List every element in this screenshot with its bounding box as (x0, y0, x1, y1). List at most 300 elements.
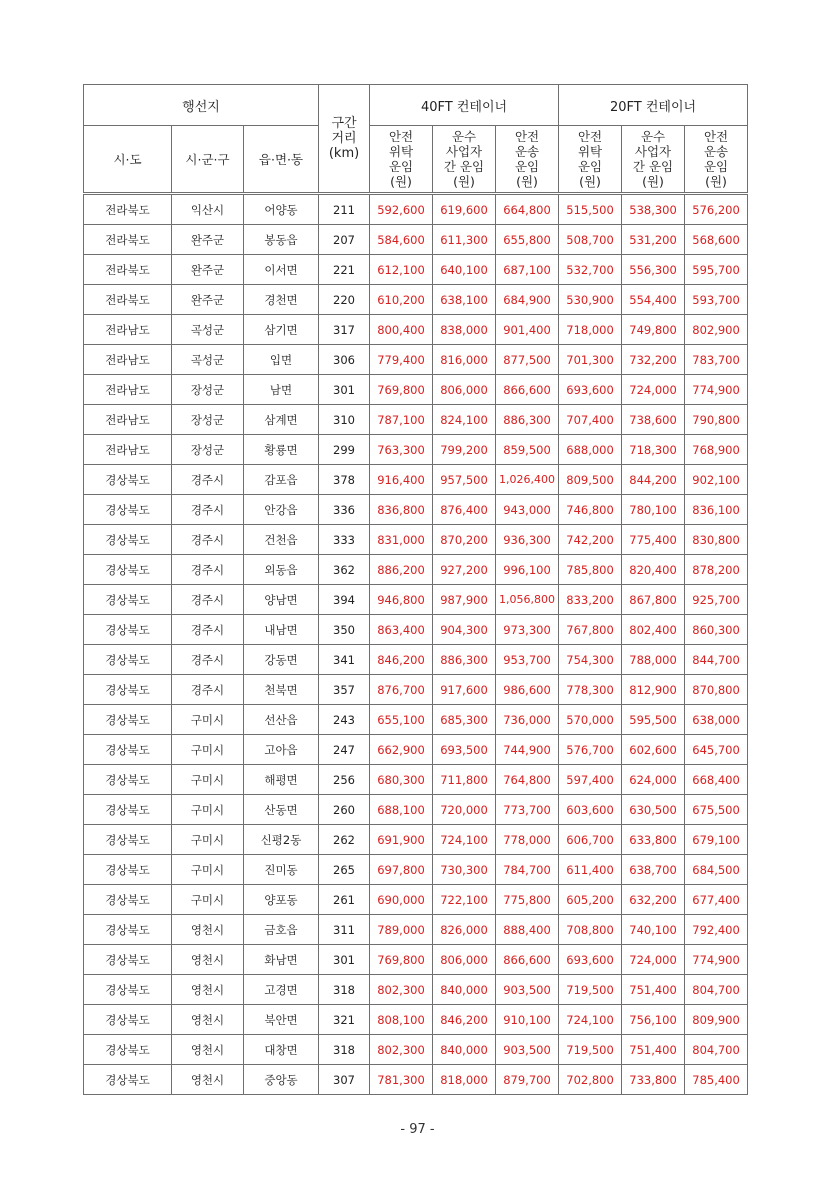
cell-20ft-inter-carrier-rate: 595,500 (622, 705, 685, 735)
cell-20ft-safety-transport-rate: 576,200 (685, 194, 748, 225)
header-20ft-safety-consignment-rate: 안전 위탁 운임 (원) (559, 126, 622, 194)
cell-40ft-safety-transport-rate: 986,600 (496, 675, 559, 705)
cell-20ft-inter-carrier-rate: 538,300 (622, 194, 685, 225)
cell-sigungu: 경주시 (172, 465, 244, 495)
cell-distance-km: 307 (319, 1065, 370, 1095)
cell-20ft-safety-consignment-rate: 778,300 (559, 675, 622, 705)
cell-40ft-safety-consignment-rate: 769,800 (370, 375, 433, 405)
cell-sigungu: 경주시 (172, 495, 244, 525)
cell-sigungu: 경주시 (172, 645, 244, 675)
cell-distance-km: 318 (319, 1035, 370, 1065)
table-row (84, 1035, 748, 1065)
cell-distance-km: 256 (319, 765, 370, 795)
cell-20ft-safety-consignment-rate: 570,000 (559, 705, 622, 735)
table-row (84, 1005, 748, 1035)
page-number: - 97 - (400, 1122, 435, 1137)
cell-distance-km: 341 (319, 645, 370, 675)
cell-distance-km: 220 (319, 285, 370, 315)
cell-20ft-safety-consignment-rate: 688,000 (559, 435, 622, 465)
cell-40ft-safety-consignment-rate: 697,800 (370, 855, 433, 885)
cell-sido: 경상북도 (84, 735, 172, 765)
table-row (84, 285, 748, 315)
cell-eupmyeondong: 양포동 (244, 885, 319, 915)
cell-distance-km: 310 (319, 405, 370, 435)
cell-sigungu: 곡성군 (172, 315, 244, 345)
cell-40ft-safety-consignment-rate: 946,800 (370, 585, 433, 615)
cell-sido: 경상북도 (84, 795, 172, 825)
cell-20ft-safety-transport-rate: 677,400 (685, 885, 748, 915)
cell-20ft-safety-consignment-rate: 809,500 (559, 465, 622, 495)
table-row (84, 345, 748, 375)
table-row (84, 975, 748, 1005)
table-row (84, 705, 748, 735)
cell-20ft-inter-carrier-rate: 554,400 (622, 285, 685, 315)
cell-sido: 경상북도 (84, 945, 172, 975)
cell-eupmyeondong: 해평면 (244, 765, 319, 795)
cell-20ft-safety-transport-rate: 902,100 (685, 465, 748, 495)
cell-40ft-safety-transport-rate: 778,000 (496, 825, 559, 855)
cell-40ft-safety-consignment-rate: 690,000 (370, 885, 433, 915)
table-row (84, 615, 748, 645)
cell-20ft-safety-transport-rate: 774,900 (685, 945, 748, 975)
cell-sido: 경상북도 (84, 495, 172, 525)
header-sigungu: 시·군·구 (172, 126, 244, 194)
cell-distance-km: 317 (319, 315, 370, 345)
table-row (84, 495, 748, 525)
cell-40ft-safety-consignment-rate: 787,100 (370, 405, 433, 435)
cell-eupmyeondong: 경천면 (244, 285, 319, 315)
table-row (84, 435, 748, 465)
cell-20ft-safety-consignment-rate: 515,500 (559, 194, 622, 225)
cell-distance-km: 394 (319, 585, 370, 615)
cell-sido: 경상북도 (84, 1065, 172, 1095)
cell-40ft-safety-consignment-rate: 800,400 (370, 315, 433, 345)
cell-40ft-safety-transport-rate: 684,900 (496, 285, 559, 315)
cell-distance-km: 362 (319, 555, 370, 585)
cell-40ft-safety-transport-rate: 943,000 (496, 495, 559, 525)
cell-eupmyeondong: 안강읍 (244, 495, 319, 525)
header-20ft-container: 20FT 컨테이너 (559, 85, 748, 126)
cell-40ft-inter-carrier-rate: 724,100 (433, 825, 496, 855)
table-row (84, 825, 748, 855)
cell-40ft-safety-consignment-rate: 691,900 (370, 825, 433, 855)
table-body (84, 194, 748, 1095)
cell-40ft-safety-transport-rate: 903,500 (496, 975, 559, 1005)
cell-sido: 경상북도 (84, 645, 172, 675)
cell-20ft-safety-transport-rate: 878,200 (685, 555, 748, 585)
table-row (84, 1065, 748, 1095)
cell-20ft-safety-consignment-rate: 718,000 (559, 315, 622, 345)
cell-sido: 경상북도 (84, 885, 172, 915)
cell-distance-km: 260 (319, 795, 370, 825)
table-row (84, 225, 748, 255)
cell-40ft-safety-consignment-rate: 781,300 (370, 1065, 433, 1095)
cell-20ft-safety-transport-rate: 790,800 (685, 405, 748, 435)
cell-sido: 전라북도 (84, 255, 172, 285)
cell-20ft-safety-consignment-rate: 719,500 (559, 975, 622, 1005)
cell-eupmyeondong: 화남면 (244, 945, 319, 975)
cell-40ft-inter-carrier-rate: 818,000 (433, 1065, 496, 1095)
cell-40ft-safety-transport-rate: 866,600 (496, 945, 559, 975)
cell-20ft-safety-transport-rate: 684,500 (685, 855, 748, 885)
cell-20ft-safety-transport-rate: 836,100 (685, 495, 748, 525)
cell-20ft-safety-transport-rate: 675,500 (685, 795, 748, 825)
cell-40ft-inter-carrier-rate: 722,100 (433, 885, 496, 915)
cell-sido: 경상북도 (84, 525, 172, 555)
cell-40ft-inter-carrier-rate: 799,200 (433, 435, 496, 465)
cell-40ft-safety-transport-rate: 879,700 (496, 1065, 559, 1095)
cell-40ft-safety-transport-rate: 736,000 (496, 705, 559, 735)
cell-20ft-inter-carrier-rate: 788,000 (622, 645, 685, 675)
cell-sido: 경상북도 (84, 705, 172, 735)
cell-sido: 경상북도 (84, 825, 172, 855)
cell-distance-km: 311 (319, 915, 370, 945)
header-40ft-container: 40FT 컨테이너 (370, 85, 559, 126)
cell-20ft-inter-carrier-rate: 724,000 (622, 375, 685, 405)
cell-40ft-inter-carrier-rate: 816,000 (433, 345, 496, 375)
cell-40ft-safety-consignment-rate: 886,200 (370, 555, 433, 585)
cell-distance-km: 318 (319, 975, 370, 1005)
cell-40ft-safety-consignment-rate: 802,300 (370, 1035, 433, 1065)
cell-distance-km: 299 (319, 435, 370, 465)
cell-20ft-safety-transport-rate: 870,800 (685, 675, 748, 705)
cell-sido: 경상북도 (84, 765, 172, 795)
cell-distance-km: 306 (319, 345, 370, 375)
cell-eupmyeondong: 고아읍 (244, 735, 319, 765)
cell-40ft-safety-transport-rate: 973,300 (496, 615, 559, 645)
cell-20ft-safety-consignment-rate: 530,900 (559, 285, 622, 315)
cell-distance-km: 378 (319, 465, 370, 495)
cell-eupmyeondong: 남면 (244, 375, 319, 405)
cell-eupmyeondong: 삼기면 (244, 315, 319, 345)
cell-eupmyeondong: 강동면 (244, 645, 319, 675)
cell-40ft-safety-transport-rate: 744,900 (496, 735, 559, 765)
cell-40ft-inter-carrier-rate: 838,000 (433, 315, 496, 345)
table-row (84, 405, 748, 435)
cell-20ft-safety-consignment-rate: 605,200 (559, 885, 622, 915)
cell-20ft-safety-consignment-rate: 719,500 (559, 1035, 622, 1065)
cell-20ft-safety-transport-rate: 593,700 (685, 285, 748, 315)
cell-40ft-safety-consignment-rate: 769,800 (370, 945, 433, 975)
cell-sigungu: 구미시 (172, 705, 244, 735)
cell-sigungu: 경주시 (172, 585, 244, 615)
cell-sido: 전라북도 (84, 225, 172, 255)
cell-sido: 경상북도 (84, 585, 172, 615)
cell-sigungu: 영천시 (172, 1035, 244, 1065)
cell-20ft-safety-transport-rate: 645,700 (685, 735, 748, 765)
cell-20ft-safety-transport-rate: 638,000 (685, 705, 748, 735)
cell-sigungu: 경주시 (172, 615, 244, 645)
table-row (84, 645, 748, 675)
cell-20ft-safety-consignment-rate: 833,200 (559, 585, 622, 615)
cell-20ft-inter-carrier-rate: 738,600 (622, 405, 685, 435)
cell-20ft-safety-consignment-rate: 576,700 (559, 735, 622, 765)
cell-20ft-inter-carrier-rate: 751,400 (622, 1035, 685, 1065)
cell-sigungu: 완주군 (172, 285, 244, 315)
cell-40ft-safety-transport-rate: 784,700 (496, 855, 559, 885)
cell-sigungu: 영천시 (172, 945, 244, 975)
header-20ft-inter-carrier-rate: 운수 사업자 간 운임 (원) (622, 126, 685, 194)
cell-20ft-inter-carrier-rate: 780,100 (622, 495, 685, 525)
header-region: 행선지 (84, 85, 319, 126)
cell-40ft-safety-transport-rate: 901,400 (496, 315, 559, 345)
cell-20ft-safety-transport-rate: 830,800 (685, 525, 748, 555)
cell-20ft-inter-carrier-rate: 732,200 (622, 345, 685, 375)
cell-sido: 경상북도 (84, 675, 172, 705)
cell-sigungu: 영천시 (172, 1005, 244, 1035)
cell-20ft-inter-carrier-rate: 749,800 (622, 315, 685, 345)
cell-40ft-safety-transport-rate: 866,600 (496, 375, 559, 405)
cell-sigungu: 곡성군 (172, 345, 244, 375)
cell-20ft-safety-consignment-rate: 702,800 (559, 1065, 622, 1095)
cell-20ft-inter-carrier-rate: 756,100 (622, 1005, 685, 1035)
header-20ft-safety-transport-rate: 안전 운송 운임 (원) (685, 126, 748, 194)
cell-20ft-safety-transport-rate: 785,400 (685, 1065, 748, 1095)
table-row (84, 525, 748, 555)
cell-20ft-inter-carrier-rate: 632,200 (622, 885, 685, 915)
cell-eupmyeondong: 감포읍 (244, 465, 319, 495)
cell-20ft-safety-transport-rate: 804,700 (685, 975, 748, 1005)
cell-sido: 경상북도 (84, 615, 172, 645)
header-40ft-safety-transport-rate: 안전 운송 운임 (원) (496, 126, 559, 194)
cell-40ft-safety-consignment-rate: 655,100 (370, 705, 433, 735)
cell-eupmyeondong: 중앙동 (244, 1065, 319, 1095)
cell-20ft-inter-carrier-rate: 733,800 (622, 1065, 685, 1095)
cell-40ft-safety-consignment-rate: 688,100 (370, 795, 433, 825)
cell-distance-km: 262 (319, 825, 370, 855)
cell-20ft-inter-carrier-rate: 633,800 (622, 825, 685, 855)
cell-40ft-safety-consignment-rate: 876,700 (370, 675, 433, 705)
cell-20ft-safety-consignment-rate: 767,800 (559, 615, 622, 645)
cell-20ft-safety-consignment-rate: 597,400 (559, 765, 622, 795)
header-sido: 시·도 (84, 126, 172, 194)
table-row (84, 315, 748, 345)
cell-distance-km: 336 (319, 495, 370, 525)
cell-20ft-safety-consignment-rate: 785,800 (559, 555, 622, 585)
cell-20ft-inter-carrier-rate: 724,000 (622, 945, 685, 975)
cell-40ft-safety-transport-rate: 655,800 (496, 225, 559, 255)
cell-40ft-safety-consignment-rate: 863,400 (370, 615, 433, 645)
cell-sigungu: 영천시 (172, 975, 244, 1005)
cell-40ft-inter-carrier-rate: 685,300 (433, 705, 496, 735)
cell-40ft-safety-consignment-rate: 802,300 (370, 975, 433, 1005)
cell-sigungu: 장성군 (172, 375, 244, 405)
cell-eupmyeondong: 이서면 (244, 255, 319, 285)
cell-20ft-safety-transport-rate: 844,700 (685, 645, 748, 675)
cell-20ft-safety-transport-rate: 809,900 (685, 1005, 748, 1035)
cell-40ft-safety-transport-rate: 936,300 (496, 525, 559, 555)
cell-40ft-safety-consignment-rate: 610,200 (370, 285, 433, 315)
cell-20ft-safety-transport-rate: 802,900 (685, 315, 748, 345)
cell-40ft-safety-transport-rate: 859,500 (496, 435, 559, 465)
cell-40ft-inter-carrier-rate: 806,000 (433, 945, 496, 975)
cell-40ft-inter-carrier-rate: 904,300 (433, 615, 496, 645)
cell-sigungu: 완주군 (172, 255, 244, 285)
cell-20ft-safety-transport-rate: 925,700 (685, 585, 748, 615)
cell-20ft-safety-consignment-rate: 611,400 (559, 855, 622, 885)
cell-sigungu: 구미시 (172, 765, 244, 795)
cell-40ft-inter-carrier-rate: 806,000 (433, 375, 496, 405)
cell-distance-km: 350 (319, 615, 370, 645)
cell-sido: 경상북도 (84, 855, 172, 885)
cell-distance-km: 301 (319, 945, 370, 975)
cell-20ft-safety-transport-rate: 804,700 (685, 1035, 748, 1065)
cell-40ft-inter-carrier-rate: 870,200 (433, 525, 496, 555)
cell-sigungu: 구미시 (172, 795, 244, 825)
cell-eupmyeondong: 고경면 (244, 975, 319, 1005)
cell-20ft-safety-consignment-rate: 746,800 (559, 495, 622, 525)
cell-sido: 전라남도 (84, 405, 172, 435)
cell-40ft-inter-carrier-rate: 927,200 (433, 555, 496, 585)
cell-40ft-safety-transport-rate: 903,500 (496, 1035, 559, 1065)
cell-20ft-safety-consignment-rate: 754,300 (559, 645, 622, 675)
cell-40ft-safety-transport-rate: 687,100 (496, 255, 559, 285)
cell-20ft-inter-carrier-rate: 624,000 (622, 765, 685, 795)
cell-40ft-safety-transport-rate: 775,800 (496, 885, 559, 915)
cell-20ft-inter-carrier-rate: 740,100 (622, 915, 685, 945)
cell-40ft-inter-carrier-rate: 711,800 (433, 765, 496, 795)
cell-20ft-safety-consignment-rate: 508,700 (559, 225, 622, 255)
cell-40ft-safety-transport-rate: 764,800 (496, 765, 559, 795)
cell-sigungu: 구미시 (172, 855, 244, 885)
table-row (84, 585, 748, 615)
table-row (84, 765, 748, 795)
cell-40ft-safety-consignment-rate: 680,300 (370, 765, 433, 795)
cell-40ft-inter-carrier-rate: 840,000 (433, 1035, 496, 1065)
cell-20ft-inter-carrier-rate: 812,900 (622, 675, 685, 705)
cell-20ft-safety-consignment-rate: 693,600 (559, 375, 622, 405)
cell-eupmyeondong: 봉동읍 (244, 225, 319, 255)
cell-sido: 경상북도 (84, 915, 172, 945)
cell-distance-km: 265 (319, 855, 370, 885)
cell-20ft-inter-carrier-rate: 802,400 (622, 615, 685, 645)
cell-40ft-safety-transport-rate: 910,100 (496, 1005, 559, 1035)
cell-20ft-safety-transport-rate: 860,300 (685, 615, 748, 645)
cell-distance-km: 301 (319, 375, 370, 405)
cell-eupmyeondong: 양남면 (244, 585, 319, 615)
table-row (84, 465, 748, 495)
cell-sido: 전라남도 (84, 315, 172, 345)
cell-eupmyeondong: 산동면 (244, 795, 319, 825)
cell-20ft-safety-transport-rate: 768,900 (685, 435, 748, 465)
cell-40ft-safety-consignment-rate: 763,300 (370, 435, 433, 465)
cell-20ft-inter-carrier-rate: 867,800 (622, 585, 685, 615)
cell-eupmyeondong: 삼계면 (244, 405, 319, 435)
cell-eupmyeondong: 금호읍 (244, 915, 319, 945)
cell-40ft-safety-transport-rate: 664,800 (496, 194, 559, 225)
cell-20ft-safety-transport-rate: 595,700 (685, 255, 748, 285)
cell-eupmyeondong: 북안면 (244, 1005, 319, 1035)
cell-sido: 경상북도 (84, 465, 172, 495)
cell-eupmyeondong: 입면 (244, 345, 319, 375)
cell-40ft-safety-transport-rate: 1,026,400 (496, 465, 559, 495)
cell-20ft-inter-carrier-rate: 602,600 (622, 735, 685, 765)
cell-eupmyeondong: 황룡면 (244, 435, 319, 465)
cell-40ft-inter-carrier-rate: 917,600 (433, 675, 496, 705)
cell-eupmyeondong: 대창면 (244, 1035, 319, 1065)
table-row (84, 375, 748, 405)
table-row (84, 735, 748, 765)
cell-40ft-safety-transport-rate: 1,056,800 (496, 585, 559, 615)
cell-20ft-safety-transport-rate: 668,400 (685, 765, 748, 795)
cell-sigungu: 영천시 (172, 915, 244, 945)
cell-40ft-inter-carrier-rate: 638,100 (433, 285, 496, 315)
cell-eupmyeondong: 진미동 (244, 855, 319, 885)
cell-40ft-safety-consignment-rate: 836,800 (370, 495, 433, 525)
cell-40ft-inter-carrier-rate: 693,500 (433, 735, 496, 765)
cell-20ft-safety-consignment-rate: 707,400 (559, 405, 622, 435)
cell-sido: 전라북도 (84, 194, 172, 225)
cell-distance-km: 207 (319, 225, 370, 255)
cell-sigungu: 경주시 (172, 525, 244, 555)
cell-20ft-inter-carrier-rate: 638,700 (622, 855, 685, 885)
cell-40ft-safety-transport-rate: 888,400 (496, 915, 559, 945)
cell-40ft-inter-carrier-rate: 619,600 (433, 194, 496, 225)
cell-distance-km: 261 (319, 885, 370, 915)
cell-40ft-inter-carrier-rate: 640,100 (433, 255, 496, 285)
cell-20ft-safety-consignment-rate: 532,700 (559, 255, 622, 285)
table-row (84, 945, 748, 975)
cell-20ft-safety-consignment-rate: 701,300 (559, 345, 622, 375)
cell-sigungu: 익산시 (172, 194, 244, 225)
cell-40ft-safety-consignment-rate: 584,600 (370, 225, 433, 255)
cell-40ft-safety-consignment-rate: 612,100 (370, 255, 433, 285)
cell-sigungu: 장성군 (172, 405, 244, 435)
cell-sido: 전라북도 (84, 285, 172, 315)
table-row (84, 885, 748, 915)
cell-distance-km: 211 (319, 194, 370, 225)
cell-40ft-inter-carrier-rate: 987,900 (433, 585, 496, 615)
cell-40ft-inter-carrier-rate: 840,000 (433, 975, 496, 1005)
table-row (84, 795, 748, 825)
cell-40ft-inter-carrier-rate: 846,200 (433, 1005, 496, 1035)
cell-40ft-inter-carrier-rate: 720,000 (433, 795, 496, 825)
cell-distance-km: 221 (319, 255, 370, 285)
cell-eupmyeondong: 신평2동 (244, 825, 319, 855)
cell-40ft-safety-consignment-rate: 846,200 (370, 645, 433, 675)
cell-20ft-inter-carrier-rate: 718,300 (622, 435, 685, 465)
table-row (84, 255, 748, 285)
cell-20ft-safety-consignment-rate: 603,600 (559, 795, 622, 825)
freight-rate-table (83, 84, 748, 1095)
header-distance: 구간 거리 (km) (319, 85, 370, 194)
cell-20ft-inter-carrier-rate: 630,500 (622, 795, 685, 825)
cell-20ft-inter-carrier-rate: 556,300 (622, 255, 685, 285)
cell-20ft-inter-carrier-rate: 751,400 (622, 975, 685, 1005)
table-row (84, 194, 748, 225)
cell-sido: 경상북도 (84, 975, 172, 1005)
cell-eupmyeondong: 어양동 (244, 194, 319, 225)
cell-20ft-safety-consignment-rate: 606,700 (559, 825, 622, 855)
table-row (84, 915, 748, 945)
cell-eupmyeondong: 건천읍 (244, 525, 319, 555)
cell-20ft-safety-consignment-rate: 742,200 (559, 525, 622, 555)
table-row (84, 855, 748, 885)
cell-40ft-safety-transport-rate: 953,700 (496, 645, 559, 675)
cell-40ft-safety-consignment-rate: 789,000 (370, 915, 433, 945)
header-40ft-inter-carrier-rate: 운수 사업자 간 운임 (원) (433, 126, 496, 194)
cell-20ft-safety-transport-rate: 774,900 (685, 375, 748, 405)
cell-sigungu: 구미시 (172, 825, 244, 855)
cell-40ft-safety-consignment-rate: 808,100 (370, 1005, 433, 1035)
cell-40ft-inter-carrier-rate: 611,300 (433, 225, 496, 255)
cell-20ft-safety-consignment-rate: 693,600 (559, 945, 622, 975)
cell-eupmyeondong: 천북면 (244, 675, 319, 705)
cell-eupmyeondong: 선산읍 (244, 705, 319, 735)
cell-20ft-safety-transport-rate: 568,600 (685, 225, 748, 255)
cell-40ft-safety-transport-rate: 886,300 (496, 405, 559, 435)
cell-20ft-inter-carrier-rate: 531,200 (622, 225, 685, 255)
